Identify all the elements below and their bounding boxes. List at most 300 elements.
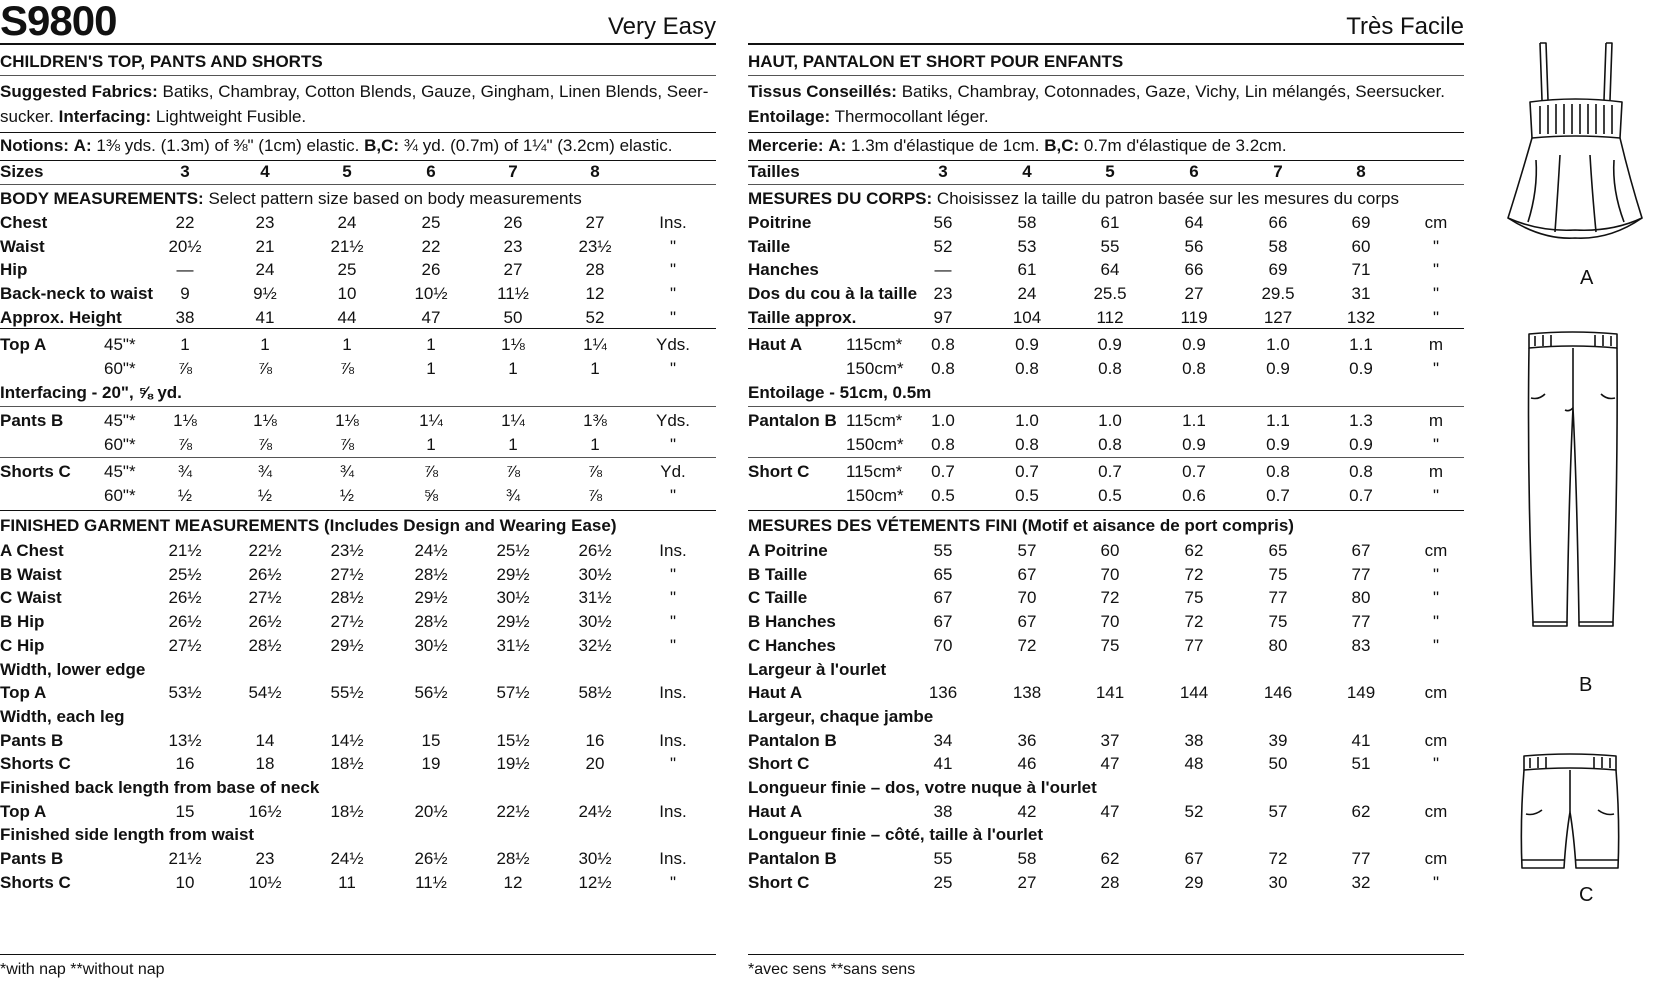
table-cell: ¾: [177, 462, 193, 481]
fabric-width: 45"*: [104, 462, 136, 481]
table-cell: 119: [1180, 307, 1208, 327]
table-cell: 77: [1351, 849, 1371, 869]
table-cell: 55½: [330, 683, 364, 703]
table-cell: 67: [1351, 541, 1371, 560]
table-cell: 48: [1184, 754, 1204, 774]
unit-cell: ": [1432, 612, 1440, 632]
view-c-label: C: [1579, 884, 1594, 906]
table-cell: 20½: [168, 236, 202, 256]
table-cell: 25: [337, 260, 357, 280]
row-label: C Hip: [0, 635, 45, 655]
table-cell: 28½: [248, 635, 282, 655]
difficulty-label: Très Facile: [1346, 13, 1464, 40]
unit-cell: ": [669, 564, 677, 584]
table-cell: —: [934, 260, 952, 280]
table-cell: 75: [1268, 612, 1288, 632]
table-cell: 23: [503, 236, 523, 256]
table-cell: 72: [1268, 849, 1288, 869]
fabric-width: 60"*: [104, 486, 136, 505]
table-cell: 55: [1100, 236, 1120, 256]
table-cell: ⅞: [257, 359, 273, 378]
unit-cell: ": [669, 754, 677, 774]
table-cell: 38: [175, 307, 195, 327]
table-cell: 14: [255, 730, 275, 750]
table-cell: 31: [1351, 284, 1371, 304]
table-cell: 29½: [330, 635, 364, 655]
table-cell: 136: [928, 683, 958, 703]
table-cell: 24½: [578, 801, 612, 821]
unit-cell: Ins.: [659, 730, 687, 750]
table-cell: 1⅛: [173, 411, 197, 430]
table-cell: 29½: [496, 564, 530, 584]
table-cell: 65: [1268, 541, 1288, 560]
table-cell: 72: [1184, 612, 1204, 632]
size-header-cell: 8: [590, 162, 600, 181]
finished-heading: MESURES DES VÉTEMENTS FINI (Motif et aisance de port compris): [748, 516, 1294, 535]
table-cell: 60: [1100, 541, 1120, 560]
row-label: B Waist: [0, 564, 62, 584]
table-cell: 28½: [414, 612, 448, 632]
table-cell: 1.1: [1182, 411, 1206, 430]
divider: [0, 406, 716, 407]
body-measurements-heading: BODY MEASUREMENTS: Select pattern size based on body measurements: [0, 189, 582, 208]
row-label: Chest: [0, 213, 48, 232]
table-cell: 22: [175, 213, 195, 232]
row-label: Pants B: [0, 730, 64, 750]
table-cell: 41: [255, 307, 275, 327]
table-cell: 26½: [168, 612, 202, 632]
table-cell: 1.0: [1266, 335, 1290, 354]
table-cell: 26½: [414, 849, 448, 869]
table-cell: 27½: [168, 635, 202, 655]
unit-cell: ": [1432, 872, 1440, 892]
table-cell: 28: [1100, 872, 1120, 892]
table-cell: 23: [933, 284, 953, 304]
table-cell: 66: [1268, 213, 1288, 232]
row-label: Hanches: [748, 260, 819, 280]
fabrics-line-2: Entoilage: Thermocollant léger.: [748, 107, 989, 126]
table-cell: 36: [1017, 730, 1037, 750]
yardage-label: Shorts C: [0, 462, 71, 481]
french-panel: [748, 0, 1464, 984]
table-cell: 29½: [496, 612, 530, 632]
row-label: Haut A: [748, 683, 803, 703]
table-cell: 77: [1268, 588, 1288, 608]
table-cell: 70: [1017, 588, 1037, 608]
table-cell: 16: [175, 754, 195, 774]
table-cell: 0.8: [1182, 359, 1206, 378]
table-cell: 24: [1017, 284, 1037, 304]
table-cell: 23½: [330, 541, 364, 560]
table-cell: 1.3: [1349, 411, 1373, 430]
difficulty-label: Very Easy: [607, 13, 716, 40]
table-cell: 19½: [496, 754, 530, 774]
fabric-width: 60"*: [104, 435, 136, 454]
table-cell: 34: [933, 730, 953, 750]
shorts-c-illustration: [1520, 752, 1620, 877]
table-cell: 1.0: [1098, 411, 1122, 430]
table-cell: 1: [342, 335, 352, 354]
table-cell: 32½: [578, 635, 612, 655]
table-cell: 1: [590, 359, 600, 378]
table-cell: 47: [1100, 801, 1120, 821]
unit-cell: cm: [1424, 213, 1448, 232]
subheading: Finished back length from base of neck: [0, 778, 320, 797]
row-label: Pants B: [0, 849, 64, 869]
unit-cell: Yds.: [655, 411, 691, 430]
row-label: Poitrine: [748, 213, 812, 232]
table-cell: 47: [421, 307, 441, 327]
unit-cell: ": [669, 612, 677, 632]
table-cell: 39: [1268, 730, 1288, 750]
table-cell: 0.8: [1015, 359, 1039, 378]
table-cell: 77: [1351, 612, 1371, 632]
table-cell: 12: [585, 284, 605, 304]
table-cell: 1⅛: [253, 411, 277, 430]
table-cell: 38: [933, 801, 953, 821]
interfacing-row: Interfacing - 20", ⅝ yd.: [0, 383, 182, 402]
unit-cell: ": [1432, 307, 1440, 327]
unit-cell: m: [1428, 411, 1444, 430]
table-cell: 61: [1100, 213, 1120, 232]
sizes-header: Tailles: [748, 162, 800, 181]
divider: [748, 457, 1464, 458]
unit-cell: Ins.: [659, 541, 687, 560]
table-cell: 69: [1268, 260, 1288, 280]
table-cell: ⅞: [505, 462, 521, 481]
table-cell: ⅞: [177, 359, 193, 378]
divider: [0, 132, 716, 133]
table-cell: 1: [508, 359, 518, 378]
size-header-cell: 7: [508, 162, 518, 181]
table-cell: 104: [1012, 307, 1042, 327]
subheading: Width, lower edge: [0, 659, 146, 679]
divider: [0, 160, 716, 161]
subheading: Finished side length from waist: [0, 825, 255, 845]
unit-cell: ": [1432, 564, 1440, 584]
table-cell: 18: [255, 754, 275, 774]
table-cell: 1: [508, 435, 518, 454]
table-cell: 1¼: [501, 411, 525, 430]
table-cell: 20: [585, 754, 605, 774]
table-cell: 0.8: [931, 359, 955, 378]
unit-cell: ": [1432, 284, 1440, 304]
unit-cell: ": [669, 307, 677, 327]
garment-title: HAUT, PANTALON ET SHORT POUR ENFANTS: [748, 52, 1124, 71]
unit-cell: ": [1432, 236, 1440, 256]
unit-cell: Ins.: [659, 801, 687, 821]
table-cell: 58: [1017, 213, 1037, 232]
table-cell: 50: [1268, 754, 1288, 774]
table-cell: 28½: [496, 849, 530, 869]
divider: [748, 184, 1464, 185]
table-cell: 27: [1017, 872, 1037, 892]
table-cell: 80: [1268, 635, 1288, 655]
unit-cell: m: [1428, 462, 1444, 481]
table-cell: 28½: [414, 564, 448, 584]
fabric-width: 150cm*: [846, 359, 904, 378]
table-cell: 26: [503, 213, 523, 232]
table-cell: 58: [1017, 849, 1037, 869]
table-cell: ¾: [505, 486, 521, 505]
table-cell: 24½: [330, 849, 364, 869]
unit-cell: cm: [1424, 801, 1448, 821]
size-header-cell: 8: [1356, 162, 1366, 181]
unit-cell: ": [1432, 588, 1440, 608]
row-label: Back-neck to waist: [0, 284, 154, 304]
table-cell: ¾: [257, 462, 273, 481]
table-cell: 19: [421, 754, 441, 774]
unit-cell: ": [1432, 260, 1440, 280]
table-cell: 23½: [578, 236, 612, 256]
table-cell: 15: [175, 801, 195, 821]
fabrics-line-1: Suggested Fabrics: Batiks, Chambray, Cotton Blends, Gauze, Gingham, Linen Blends, Seer-: [0, 82, 709, 101]
table-cell: 0.8: [1349, 462, 1373, 481]
table-cell: 77: [1351, 564, 1371, 584]
table-cell: 0.7: [1349, 486, 1373, 505]
unit-cell: cm: [1424, 849, 1448, 869]
unit-cell: ": [669, 635, 677, 655]
table-cell: 75: [1268, 564, 1288, 584]
unit-cell: ": [1432, 359, 1440, 378]
table-cell: 56: [933, 213, 953, 232]
table-cell: 32: [1351, 872, 1371, 892]
table-cell: 71: [1351, 260, 1371, 280]
row-label: C Waist: [0, 588, 62, 608]
table-cell: 1.0: [1015, 411, 1039, 430]
table-cell: 50: [503, 307, 523, 327]
divider: [748, 160, 1464, 161]
table-cell: 10: [337, 284, 357, 304]
row-label: C Hanches: [748, 635, 836, 655]
divider: [748, 132, 1464, 133]
row-label: Short C: [748, 872, 810, 892]
table-cell: 0.9: [1098, 335, 1122, 354]
size-header-cell: 4: [260, 162, 270, 181]
table-cell: 16: [585, 730, 605, 750]
table-cell: 141: [1095, 683, 1125, 703]
table-cell: 26½: [248, 612, 282, 632]
unit-cell: ": [669, 872, 677, 892]
table-cell: 25½: [496, 541, 530, 560]
table-cell: 52: [585, 307, 605, 327]
divider: [748, 510, 1464, 511]
subheading: Longueur finie – dos, votre nuque à l'ourlet: [748, 778, 1097, 797]
notions-line: Mercerie: A: 1.3m d'élastique de 1cm. B,C: 0.7m d'élastique de 3.2cm.: [748, 136, 1287, 155]
table-cell: 56½: [414, 683, 448, 703]
interfacing-row: Entoilage - 51cm, 0.5m: [748, 383, 932, 402]
unit-cell: ": [669, 359, 677, 378]
table-cell: 30½: [578, 849, 612, 869]
table-cell: 21½: [168, 849, 202, 869]
table-cell: 75: [1100, 635, 1120, 655]
unit-cell: ": [669, 435, 677, 454]
table-cell: 57½: [496, 683, 530, 703]
fabric-width: 45"*: [104, 411, 136, 430]
unit-cell: ": [669, 260, 677, 280]
table-cell: 27: [503, 260, 523, 280]
divider: [748, 406, 1464, 407]
table-cell: 25: [421, 213, 441, 232]
table-cell: 72: [1100, 588, 1120, 608]
table-cell: 1.0: [931, 411, 955, 430]
table-cell: 22: [421, 236, 441, 256]
size-header-cell: 3: [938, 162, 948, 181]
table-cell: 25.5: [1093, 284, 1127, 304]
table-cell: 58: [1268, 236, 1288, 256]
table-cell: ⅞: [587, 462, 603, 481]
row-label: Top A: [0, 683, 47, 703]
unit-cell: ": [1432, 435, 1440, 454]
table-cell: 0.9: [1349, 359, 1373, 378]
row-label: Taille: [748, 236, 791, 256]
table-cell: ⅞: [423, 462, 439, 481]
finished-heading: FINISHED GARMENT MEASUREMENTS (Includes Design and Wearing Ease): [0, 516, 617, 535]
fabric-width: 150cm*: [846, 486, 904, 505]
table-cell: 10½: [414, 284, 448, 304]
yardage-label: Haut A: [748, 335, 803, 354]
body-measurements-heading: MESURES DU CORPS: Choisissez la taille du patron basée sur les mesures du corps: [748, 189, 1399, 208]
row-label: Taille approx.: [748, 307, 857, 327]
table-cell: 30½: [414, 635, 448, 655]
yardage-label: Top A: [0, 335, 47, 354]
table-cell: ½: [177, 486, 193, 505]
table-cell: 9: [180, 284, 190, 304]
table-cell: 0.8: [1266, 462, 1290, 481]
footnote: *avec sens **sans sens: [748, 961, 916, 978]
yardage-label: Short C: [748, 462, 810, 481]
table-cell: 149: [1346, 683, 1376, 703]
table-cell: 138: [1012, 683, 1042, 703]
table-cell: 1¼: [419, 411, 443, 430]
table-cell: 42: [1017, 801, 1037, 821]
table-cell: 20½: [414, 801, 448, 821]
table-cell: 55: [933, 849, 953, 869]
table-cell: 27½: [330, 564, 364, 584]
divider: [748, 954, 1464, 955]
table-cell: 37: [1100, 730, 1120, 750]
table-cell: 66: [1184, 260, 1204, 280]
table-cell: 27½: [330, 612, 364, 632]
table-cell: 0.7: [1266, 486, 1290, 505]
table-cell: 29.5: [1261, 284, 1295, 304]
table-cell: 27: [1184, 284, 1204, 304]
table-cell: 0.9: [1349, 435, 1373, 454]
table-cell: 112: [1096, 307, 1124, 327]
table-cell: 26½: [578, 541, 612, 560]
table-cell: 28½: [330, 588, 364, 608]
table-cell: 57: [1268, 801, 1288, 821]
subheading: Longueur finie – côté, taille à l'ourlet: [748, 825, 1043, 845]
yardage-label: Pants B: [0, 411, 64, 430]
table-cell: 144: [1179, 683, 1209, 703]
table-cell: 0.7: [1182, 462, 1206, 481]
table-cell: 1⅜: [583, 411, 607, 430]
table-cell: ⅝: [423, 486, 439, 505]
table-cell: 30½: [578, 564, 612, 584]
table-cell: 64: [1184, 213, 1204, 232]
table-cell: —: [176, 260, 194, 280]
fabric-width: 45"*: [104, 335, 136, 354]
unit-cell: ": [669, 486, 677, 505]
table-cell: 21½: [330, 236, 364, 256]
yardage-label: Pantalon B: [748, 411, 837, 430]
table-cell: ⅞: [339, 359, 355, 378]
table-cell: 80: [1351, 588, 1371, 608]
table-cell: 41: [933, 754, 953, 774]
table-cell: 12: [503, 872, 523, 892]
unit-cell: ": [1432, 635, 1440, 655]
table-cell: 18½: [330, 754, 364, 774]
divider: [0, 184, 716, 185]
table-cell: 146: [1263, 683, 1293, 703]
table-cell: 9½: [253, 284, 277, 304]
table-cell: 72: [1184, 564, 1204, 584]
table-cell: 1.1: [1266, 411, 1290, 430]
table-cell: 28: [585, 260, 605, 280]
table-cell: 0.9: [1266, 359, 1290, 378]
table-cell: 24½: [414, 541, 448, 560]
table-cell: 11½: [497, 284, 529, 304]
table-cell: 25: [933, 872, 953, 892]
table-cell: 52: [933, 236, 953, 256]
english-panel: [0, 0, 716, 984]
table-cell: 22½: [496, 801, 530, 821]
divider: [0, 954, 716, 955]
table-cell: 30½: [578, 612, 612, 632]
top-a-illustration: [1500, 40, 1650, 255]
table-cell: 0.8: [1098, 359, 1122, 378]
row-label: Hip: [0, 260, 28, 280]
sizes-header: Sizes: [0, 162, 44, 181]
table-cell: ½: [339, 486, 355, 505]
table-cell: 0.8: [1015, 435, 1039, 454]
view-b-label: B: [1579, 674, 1593, 696]
table-cell: 22½: [248, 541, 282, 560]
table-cell: 0.8: [931, 335, 955, 354]
footnote: *with nap **without nap: [0, 961, 165, 978]
table-cell: 75: [1184, 588, 1204, 608]
unit-cell: ": [1432, 754, 1440, 774]
table-cell: ½: [257, 486, 273, 505]
table-cell: 70: [1100, 612, 1120, 632]
row-label: Pantalon B: [748, 849, 837, 869]
table-cell: 0.5: [931, 486, 955, 505]
row-label: Dos du cou à la taille: [748, 284, 918, 304]
unit-cell: cm: [1424, 683, 1448, 703]
table-cell: 0.5: [1098, 486, 1122, 505]
unit-cell: ": [669, 588, 677, 608]
table-cell: 64: [1100, 260, 1120, 280]
table-cell: 1: [590, 435, 600, 454]
table-cell: 0.9: [1182, 335, 1206, 354]
table-cell: 30: [1268, 872, 1288, 892]
table-cell: 97: [933, 307, 953, 327]
divider: [748, 75, 1464, 76]
table-cell: 67: [1017, 564, 1037, 584]
table-cell: 24: [337, 213, 357, 232]
row-label: Top A: [0, 801, 47, 821]
row-label: Approx. Height: [0, 307, 122, 327]
table-cell: ¾: [339, 462, 355, 481]
row-label: Pantalon B: [748, 730, 837, 750]
table-cell: 53½: [168, 683, 202, 703]
divider: [748, 43, 1464, 45]
table-cell: 29½: [414, 588, 448, 608]
row-label: C Taille: [748, 588, 808, 608]
garment-title: CHILDREN'S TOP, PANTS AND SHORTS: [0, 52, 323, 71]
table-cell: 31½: [496, 635, 530, 655]
